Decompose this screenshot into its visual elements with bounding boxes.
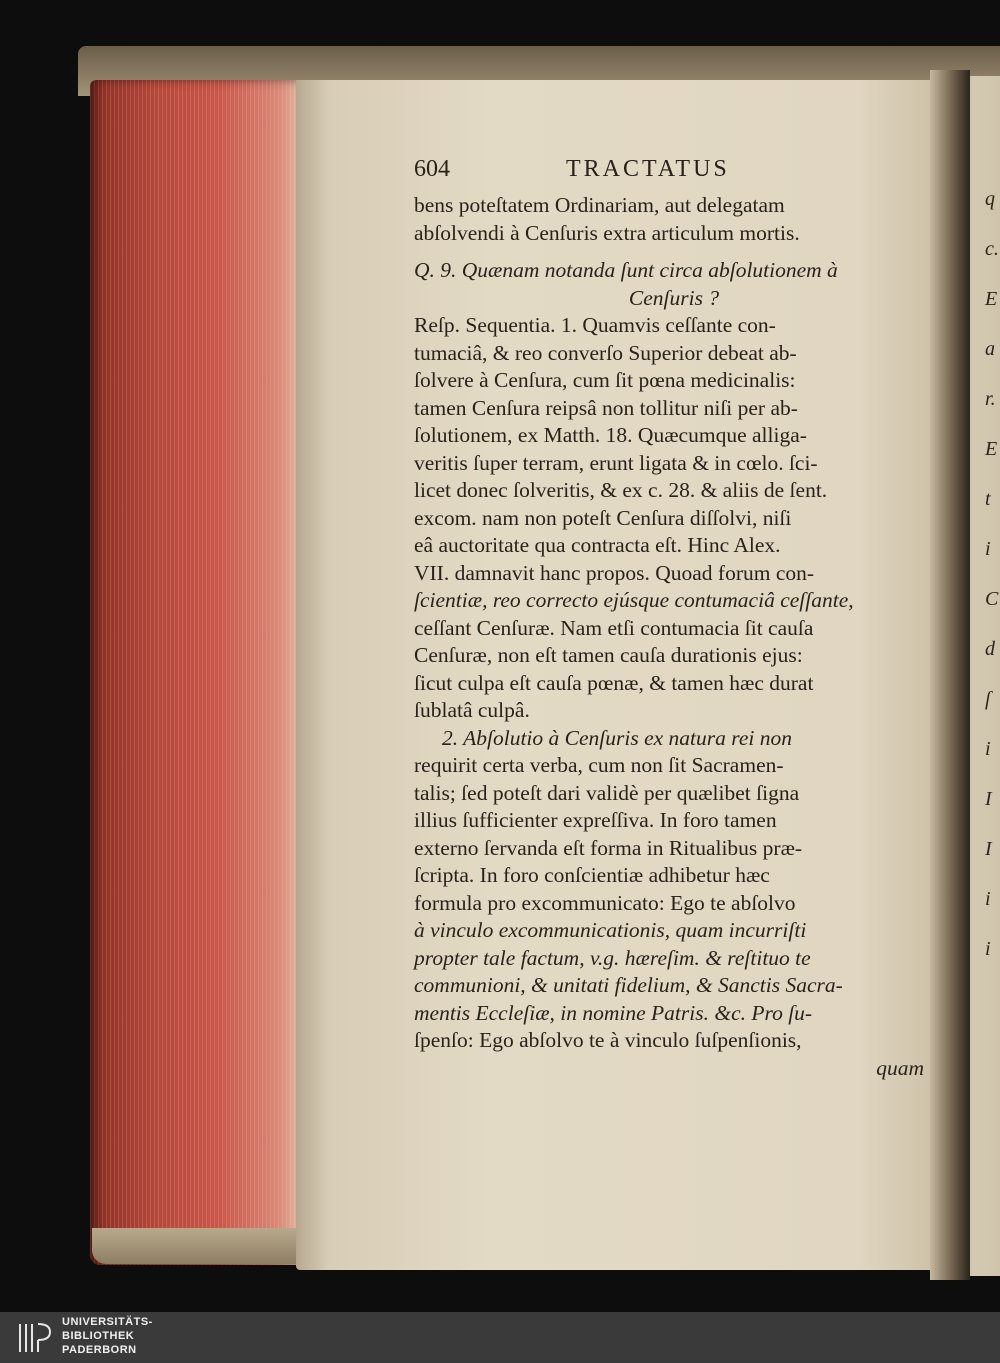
facing-page-letter: C (985, 588, 999, 610)
text-line: talis; ſed poteſt dari validè per quælibet ſigna (414, 780, 800, 805)
library-name-line: BIBLIOTHEK (62, 1330, 135, 1342)
facing-page-letter: i (985, 738, 991, 760)
text-line: Q. 9. Quænam notanda ſunt circa abſolutionem à (414, 258, 838, 282)
page-edges-red (90, 80, 305, 1265)
text-line: requirit certa verba, cum non ſit Sacramen- (414, 753, 784, 777)
running-header (414, 152, 934, 192)
page-text (414, 152, 934, 1082)
text-line: ſublatâ culpâ. (414, 698, 530, 722)
book-gutter (930, 70, 970, 1280)
text-line: ſpenſo: Ego abſolvo te à vinculo ſuſpenſionis, (414, 1028, 802, 1052)
text-line: eâ auctoritate qua contracta eſt. Hinc Alex. (414, 533, 781, 557)
text-line: tamen Cenſura reipsâ non tollitur niſi per ab- (414, 395, 798, 420)
facing-page-letter: i (985, 538, 991, 560)
text-line: propter tale factum, v.g. hæreſim. & reſtituo te (414, 945, 811, 970)
text-line: excom. nam non poteſt Cenſura diſſolvi, niſi (414, 505, 792, 530)
facing-page-letter: I (985, 788, 992, 810)
text-line: quam (876, 1055, 924, 1080)
paragraph-gap (414, 247, 934, 257)
text-line: ſicut culpa eſt cauſa pœnæ, & tamen hæc durat (414, 670, 814, 695)
facing-page-letter: r. (985, 388, 996, 410)
running-head-title: TRACTATUS (566, 156, 730, 182)
page-number: 604 (414, 156, 450, 182)
facing-page-letter: t (985, 488, 991, 510)
book-bottom-edge (92, 1228, 307, 1264)
text-line: illius ſufficienter expreſſiva. In foro tamen (414, 808, 777, 832)
text-line: Cenſuris ? (628, 285, 720, 310)
text-line: ſolutionem, ex Matth. 18. Quæcumque alliga- (414, 423, 807, 447)
library-logo-icon (16, 1320, 52, 1356)
text-body (414, 192, 934, 1082)
facing-page-letter: d (985, 638, 995, 660)
text-line: bens poteſtatem Ordinariam, aut delegatam (414, 193, 785, 217)
facing-page-letter: a (985, 338, 995, 360)
text-line: ſcientiæ, reo correcto ejúsque contumaciâ ceſſante, (414, 588, 854, 612)
library-name (62, 1315, 153, 1357)
text-line: ceſſant Cenſuræ. Nam etſi contumacia ſit cauſa (414, 615, 814, 640)
text-line: veritis ſuper terram, erunt ligata & in cœlo. ſci- (414, 450, 818, 475)
library-name-line: PADERBORN (62, 1344, 137, 1356)
text-line: mentis Eccleſiæ, in nomine Patris. &c. Pro ſu- (414, 1000, 813, 1025)
text-line: ſolvere à Cenſura, cum ſit pœna medicinalis: (414, 368, 796, 392)
text-line: à vinculo excommunicationis, quam incurriſti (414, 918, 807, 942)
facing-page-letter: q (985, 188, 995, 210)
text-line: Cenſuræ, non eſt tamen cauſa durationis ejus: (414, 643, 803, 667)
footer-bar (0, 1312, 1000, 1363)
text-line: communioni, & unitati fidelium, & Sanctis Sacra- (414, 973, 843, 997)
facing-page-letter: i (985, 938, 991, 960)
facing-page-letter: ſ (985, 688, 991, 710)
text-line: abſolvendi à Cenſuris extra articulum mortis. (414, 220, 800, 245)
facing-page-letter: i (985, 888, 991, 910)
text-line: externo ſervanda eſt forma in Ritualibus præ- (414, 835, 803, 860)
text-line: ſcripta. In foro conſcientiæ adhibetur hæc (414, 863, 770, 887)
text-line: tumaciâ, & reo converſo Superior debeat ab- (414, 340, 797, 365)
text-line: formula pro excommunicato: Ego te abſolvo (414, 890, 796, 915)
text-line: 2. Abſolutio à Cenſuris ex natura rei non (442, 725, 792, 750)
text-line: Reſp. Sequentia. 1. Quamvis ceſſante con- (414, 313, 776, 337)
text-line: licet donec ſolveritis, & ex c. 28. & aliis de ſent. (414, 478, 828, 502)
facing-page-letter: I (985, 838, 992, 860)
facing-page-letter: c. (985, 238, 999, 260)
library-name-line: UNIVERSITÄTS- (62, 1316, 153, 1328)
facing-page-letter: E (985, 288, 998, 310)
text-line: VII. damnavit hanc propos. Quoad forum con- (414, 560, 815, 585)
facing-page-letter: E (985, 438, 998, 460)
